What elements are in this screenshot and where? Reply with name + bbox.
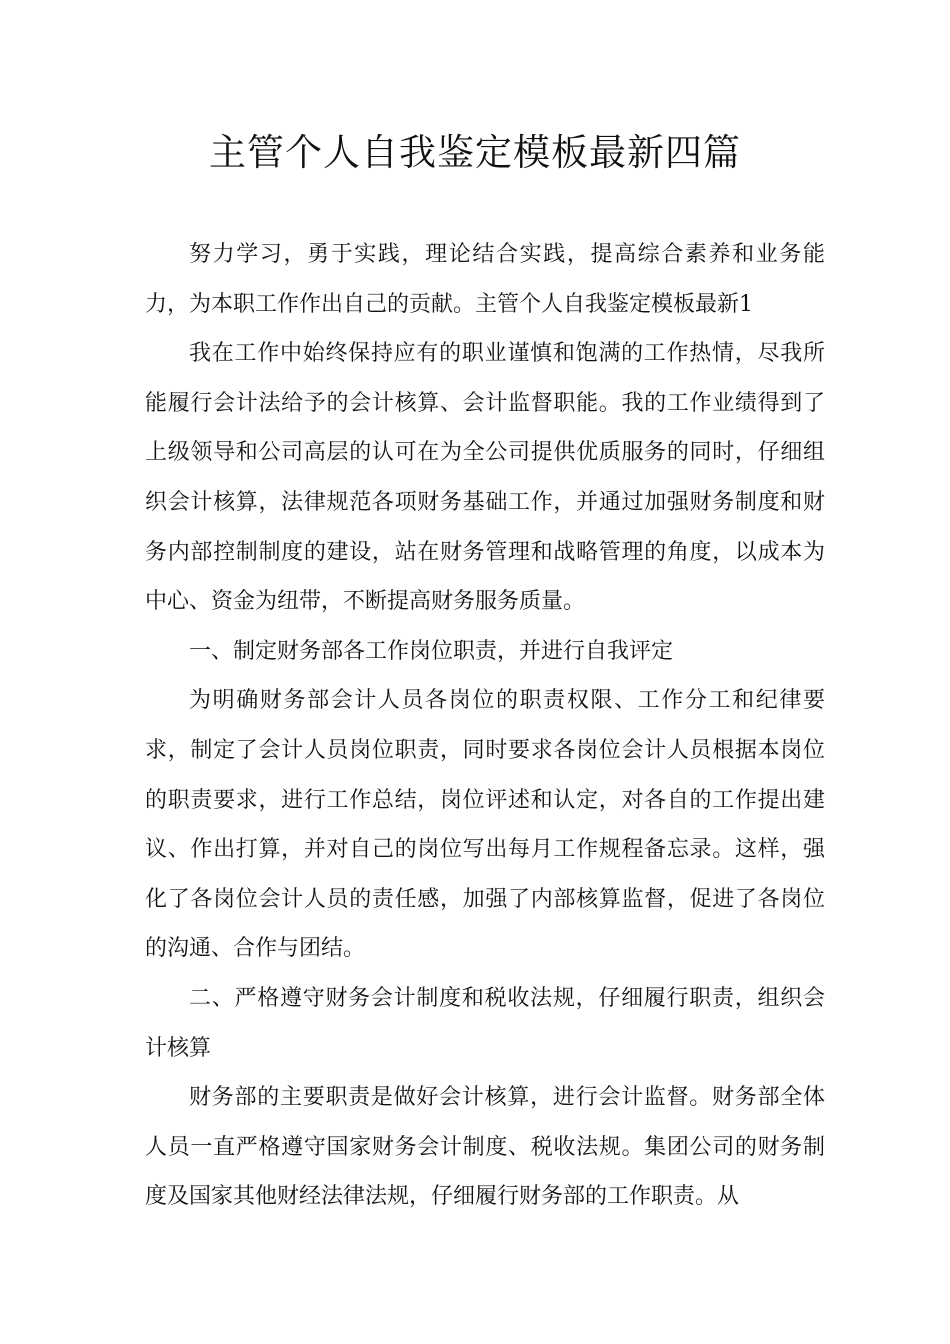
paragraph-section-2: 财务部的主要职责是做好会计核算，进行会计监督。财务部全体人员一直严格遵守国家财务会计制度、税收法规。集团公司的财务制度及国家其他财经法律法规，仔细履行财务部的工作职责。从 — [145, 1085, 825, 1210]
section-heading-2: 二、严格遵守财务会计制度和税收法规，仔细履行职责，组织会计核算 — [145, 985, 825, 1061]
section-heading-1: 一、制定财务部各工作岗位职责，并进行自我评定 — [189, 638, 674, 664]
paragraph-intro: 努力学习，勇于实践，理论结合实践，提高综合素养和业务能力，为本职工作作出自己的贡献。主管个人自我鉴定模板最新1 — [145, 242, 825, 317]
paragraph-overview: 我在工作中始终保持应有的职业谨慎和饱满的工作热情，尽我所能履行会计法给予的会计核算、会计监督职能。我的工作业绩得到了上级领导和公司高层的认可在为全公司提供优质服务的同时，仔细组织会计核算，法律规范各项财务基础工作，并通过加强财务制度和财务内部控制制度的建设，站在财务管理和战略管理的角度，以成本为中心、资金为纽带，不断提高财务服务质量。 — [145, 341, 825, 615]
document-body — [145, 230, 825, 1222]
paragraph-section-1: 为明确财务部会计人员各岗位的职责权限、工作分工和纪律要求，制定了会计人员岗位职责，同时要求各岗位会计人员根据本岗位的职责要求，进行工作总结，岗位评述和认定，对各自的工作提出建议、作出打算，并对自己的岗位写出每月工作规程备忘录。这样，强化了各岗位会计人员的责任感，加强了内部核算监督，促进了各岗位的沟通、合作与团结。 — [145, 688, 825, 962]
document-title: 主管个人自我鉴定模板最新四篇 — [209, 131, 741, 174]
